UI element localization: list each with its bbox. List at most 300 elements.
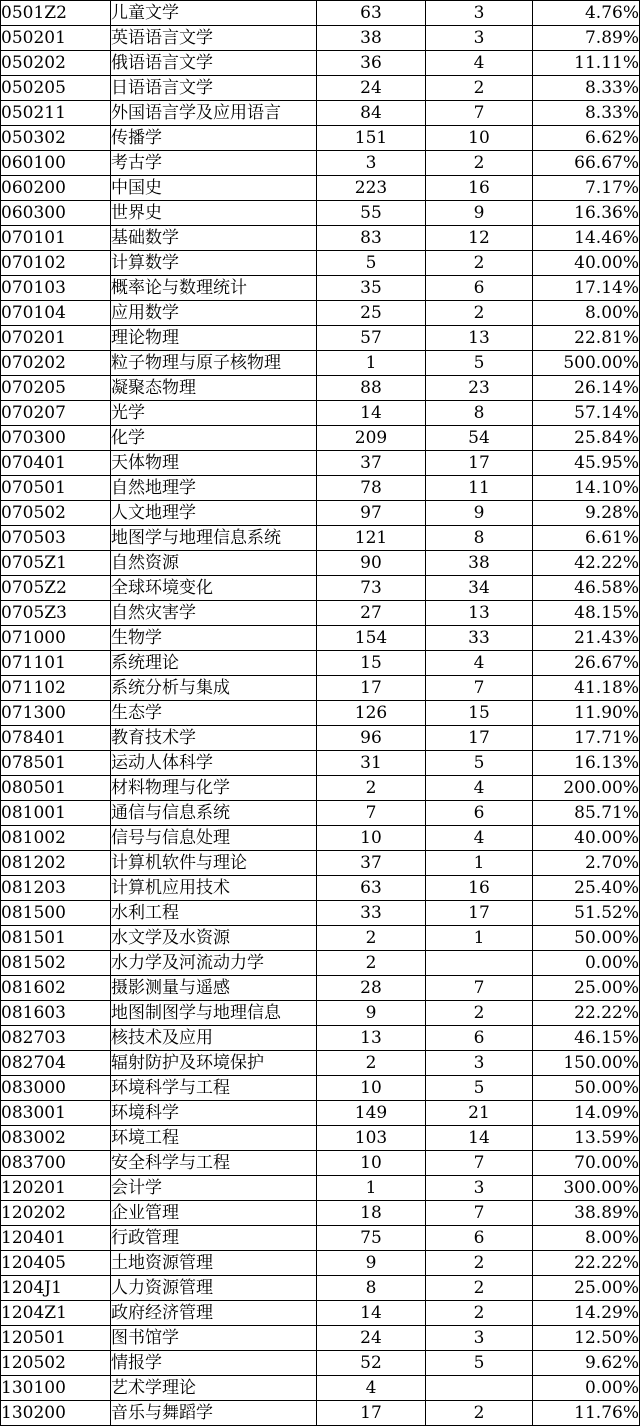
major-code-cell: 050201 — [1, 26, 111, 51]
ratio-cell: 9.28% — [533, 501, 640, 526]
table-row — [1, 1226, 640, 1251]
major-name-cell: 自然灾害学 — [111, 601, 317, 626]
second-count-cell: 2 — [426, 1276, 533, 1301]
ratio-cell: 9.62% — [533, 1351, 640, 1376]
first-count-cell: 149 — [317, 1101, 426, 1126]
major-name-cell: 水力学及河流动力学 — [111, 951, 317, 976]
major-name-cell: 计算数学 — [111, 251, 317, 276]
first-count-cell: 1 — [317, 351, 426, 376]
table-row — [1, 951, 640, 976]
first-count-cell: 96 — [317, 726, 426, 751]
ratio-cell: 42.22% — [533, 551, 640, 576]
table-row — [1, 401, 640, 426]
major-code-cell: 081502 — [1, 951, 111, 976]
major-name-cell: 系统分析与集成 — [111, 676, 317, 701]
table-body — [1, 1, 640, 1426]
first-count-cell: 17 — [317, 676, 426, 701]
major-code-cell: 1204J1 — [1, 1276, 111, 1301]
first-count-cell: 88 — [317, 376, 426, 401]
first-count-cell: 84 — [317, 101, 426, 126]
table-row — [1, 1, 640, 26]
major-name-cell: 艺术学理论 — [111, 1376, 317, 1401]
ratio-cell: 6.61% — [533, 526, 640, 551]
first-count-cell: 2 — [317, 926, 426, 951]
first-count-cell: 9 — [317, 1251, 426, 1276]
major-name-cell: 儿童文学 — [111, 1, 317, 26]
table-row — [1, 426, 640, 451]
major-code-cell: 080501 — [1, 776, 111, 801]
table-row — [1, 801, 640, 826]
major-code-cell: 081002 — [1, 826, 111, 851]
major-code-cell: 083000 — [1, 1076, 111, 1101]
second-count-cell: 3 — [426, 1326, 533, 1351]
second-count-cell: 13 — [426, 326, 533, 351]
first-count-cell: 73 — [317, 576, 426, 601]
ratio-cell: 25.00% — [533, 976, 640, 1001]
ratio-cell: 70.00% — [533, 1151, 640, 1176]
table-row — [1, 476, 640, 501]
table-row — [1, 901, 640, 926]
second-count-cell: 4 — [426, 651, 533, 676]
major-name-cell: 地图学与地理信息系统 — [111, 526, 317, 551]
first-count-cell: 28 — [317, 976, 426, 1001]
second-count-cell: 23 — [426, 376, 533, 401]
ratio-cell: 0.00% — [533, 951, 640, 976]
major-name-cell: 环境工程 — [111, 1126, 317, 1151]
table-row — [1, 576, 640, 601]
second-count-cell: 15 — [426, 701, 533, 726]
ratio-cell: 48.15% — [533, 601, 640, 626]
major-code-cell: 120401 — [1, 1226, 111, 1251]
second-count-cell: 3 — [426, 1051, 533, 1076]
major-name-cell: 材料物理与化学 — [111, 776, 317, 801]
table-row — [1, 176, 640, 201]
table-row — [1, 126, 640, 151]
major-name-cell: 自然资源 — [111, 551, 317, 576]
ratio-cell: 12.50% — [533, 1326, 640, 1351]
second-count-cell: 2 — [426, 151, 533, 176]
major-name-cell: 政府经济管理 — [111, 1301, 317, 1326]
second-count-cell: 8 — [426, 401, 533, 426]
major-name-cell: 核技术及应用 — [111, 1026, 317, 1051]
ratio-cell: 26.14% — [533, 376, 640, 401]
ratio-cell: 300.00% — [533, 1176, 640, 1201]
second-count-cell: 33 — [426, 626, 533, 651]
ratio-cell: 21.43% — [533, 626, 640, 651]
second-count-cell: 4 — [426, 51, 533, 76]
major-code-cell: 081500 — [1, 901, 111, 926]
second-count-cell: 6 — [426, 1026, 533, 1051]
second-count-cell: 9 — [426, 201, 533, 226]
ratio-cell: 41.18% — [533, 676, 640, 701]
major-code-cell: 070503 — [1, 526, 111, 551]
second-count-cell: 5 — [426, 751, 533, 776]
table-row — [1, 1351, 640, 1376]
major-code-cell: 050205 — [1, 76, 111, 101]
major-name-cell: 俄语语言文学 — [111, 51, 317, 76]
first-count-cell: 7 — [317, 801, 426, 826]
major-code-cell: 083002 — [1, 1126, 111, 1151]
table-row — [1, 776, 640, 801]
first-count-cell: 24 — [317, 76, 426, 101]
major-name-cell: 人文地理学 — [111, 501, 317, 526]
first-count-cell: 103 — [317, 1126, 426, 1151]
major-code-cell: 070102 — [1, 251, 111, 276]
ratio-cell: 16.13% — [533, 751, 640, 776]
second-count-cell: 10 — [426, 126, 533, 151]
first-count-cell: 2 — [317, 951, 426, 976]
first-count-cell: 10 — [317, 1076, 426, 1101]
second-count-cell: 14 — [426, 1126, 533, 1151]
major-code-cell: 050211 — [1, 101, 111, 126]
major-name-cell: 凝聚态物理 — [111, 376, 317, 401]
major-code-cell: 082704 — [1, 1051, 111, 1076]
second-count-cell: 16 — [426, 176, 533, 201]
major-code-cell: 060200 — [1, 176, 111, 201]
major-name-cell: 运动人体科学 — [111, 751, 317, 776]
table-row — [1, 1126, 640, 1151]
ratio-cell: 8.00% — [533, 1226, 640, 1251]
table-row — [1, 301, 640, 326]
second-count-cell — [426, 951, 533, 976]
first-count-cell: 90 — [317, 551, 426, 576]
first-count-cell: 223 — [317, 176, 426, 201]
major-code-cell: 0501Z2 — [1, 1, 111, 26]
ratio-cell: 50.00% — [533, 926, 640, 951]
major-code-cell: 071101 — [1, 651, 111, 676]
ratio-cell: 22.22% — [533, 1251, 640, 1276]
second-count-cell: 16 — [426, 876, 533, 901]
first-count-cell: 63 — [317, 1, 426, 26]
major-name-cell: 生物学 — [111, 626, 317, 651]
second-count-cell: 2 — [426, 1251, 533, 1276]
table-row — [1, 526, 640, 551]
major-code-cell: 060100 — [1, 151, 111, 176]
first-count-cell: 18 — [317, 1201, 426, 1226]
table-row — [1, 726, 640, 751]
table-row — [1, 826, 640, 851]
ratio-cell: 22.81% — [533, 326, 640, 351]
second-count-cell: 2 — [426, 301, 533, 326]
table-row — [1, 1176, 640, 1201]
major-code-cell: 081001 — [1, 801, 111, 826]
table-row — [1, 701, 640, 726]
major-code-cell: 130200 — [1, 1401, 111, 1426]
major-name-cell: 考古学 — [111, 151, 317, 176]
major-code-cell: 078401 — [1, 726, 111, 751]
major-name-cell: 系统理论 — [111, 651, 317, 676]
major-code-cell: 070401 — [1, 451, 111, 476]
major-name-cell: 生态学 — [111, 701, 317, 726]
second-count-cell: 5 — [426, 1351, 533, 1376]
table-row — [1, 451, 640, 476]
major-code-cell: 070202 — [1, 351, 111, 376]
major-name-cell: 通信与信息系统 — [111, 801, 317, 826]
table-row — [1, 201, 640, 226]
ratio-cell: 46.15% — [533, 1026, 640, 1051]
table-row — [1, 151, 640, 176]
table-row — [1, 1301, 640, 1326]
major-code-cell: 120201 — [1, 1176, 111, 1201]
second-count-cell: 2 — [426, 1001, 533, 1026]
second-count-cell: 7 — [426, 101, 533, 126]
major-code-cell: 120502 — [1, 1351, 111, 1376]
major-name-cell: 企业管理 — [111, 1201, 317, 1226]
ratio-cell: 85.71% — [533, 801, 640, 826]
first-count-cell: 27 — [317, 601, 426, 626]
ratio-cell: 14.46% — [533, 226, 640, 251]
major-code-cell: 083700 — [1, 1151, 111, 1176]
major-code-cell: 130100 — [1, 1376, 111, 1401]
ratio-cell: 26.67% — [533, 651, 640, 676]
major-name-cell: 环境科学 — [111, 1101, 317, 1126]
major-name-cell: 自然地理学 — [111, 476, 317, 501]
major-code-cell: 120405 — [1, 1251, 111, 1276]
table-row — [1, 376, 640, 401]
table-row — [1, 1151, 640, 1176]
ratio-cell: 8.33% — [533, 101, 640, 126]
ratio-cell: 66.67% — [533, 151, 640, 176]
table-row — [1, 651, 640, 676]
major-name-cell: 安全科学与工程 — [111, 1151, 317, 1176]
table-row — [1, 1001, 640, 1026]
major-code-cell: 081602 — [1, 976, 111, 1001]
ratio-cell: 50.00% — [533, 1076, 640, 1101]
major-code-cell: 070502 — [1, 501, 111, 526]
second-count-cell: 21 — [426, 1101, 533, 1126]
table-row — [1, 26, 640, 51]
ratio-cell: 14.09% — [533, 1101, 640, 1126]
ratio-cell: 11.90% — [533, 701, 640, 726]
ratio-cell: 46.58% — [533, 576, 640, 601]
major-name-cell: 英语语言文学 — [111, 26, 317, 51]
first-count-cell: 35 — [317, 276, 426, 301]
second-count-cell: 38 — [426, 551, 533, 576]
second-count-cell: 4 — [426, 776, 533, 801]
ratio-cell: 25.00% — [533, 1276, 640, 1301]
major-code-cell: 070205 — [1, 376, 111, 401]
second-count-cell: 3 — [426, 26, 533, 51]
first-count-cell: 5 — [317, 251, 426, 276]
first-count-cell: 151 — [317, 126, 426, 151]
second-count-cell: 34 — [426, 576, 533, 601]
second-count-cell: 3 — [426, 1, 533, 26]
major-code-cell: 083001 — [1, 1101, 111, 1126]
second-count-cell: 54 — [426, 426, 533, 451]
ratio-cell: 17.14% — [533, 276, 640, 301]
ratio-cell: 40.00% — [533, 826, 640, 851]
table-row — [1, 876, 640, 901]
ratio-cell: 7.17% — [533, 176, 640, 201]
second-count-cell: 17 — [426, 726, 533, 751]
first-count-cell: 121 — [317, 526, 426, 551]
first-count-cell: 8 — [317, 1276, 426, 1301]
second-count-cell: 3 — [426, 1176, 533, 1201]
ratio-cell: 13.59% — [533, 1126, 640, 1151]
major-code-cell: 078501 — [1, 751, 111, 776]
major-name-cell: 地图制图学与地理信息 — [111, 1001, 317, 1026]
second-count-cell: 1 — [426, 851, 533, 876]
table-row — [1, 976, 640, 1001]
major-name-cell: 天体物理 — [111, 451, 317, 476]
table-row — [1, 1376, 640, 1401]
second-count-cell: 7 — [426, 1201, 533, 1226]
first-count-cell: 14 — [317, 1301, 426, 1326]
first-count-cell: 154 — [317, 626, 426, 651]
major-code-cell: 071300 — [1, 701, 111, 726]
ratio-cell: 40.00% — [533, 251, 640, 276]
major-code-cell: 070104 — [1, 301, 111, 326]
second-count-cell: 6 — [426, 1226, 533, 1251]
first-count-cell: 97 — [317, 501, 426, 526]
major-name-cell: 中国史 — [111, 176, 317, 201]
first-count-cell: 83 — [317, 226, 426, 251]
table-row — [1, 1101, 640, 1126]
ratio-cell: 45.95% — [533, 451, 640, 476]
major-name-cell: 人力资源管理 — [111, 1276, 317, 1301]
major-name-cell: 辐射防护及环境保护 — [111, 1051, 317, 1076]
table-row — [1, 1076, 640, 1101]
first-count-cell: 2 — [317, 776, 426, 801]
table-row — [1, 626, 640, 651]
second-count-cell: 2 — [426, 251, 533, 276]
first-count-cell: 9 — [317, 1001, 426, 1026]
major-name-cell: 教育技术学 — [111, 726, 317, 751]
table-row — [1, 101, 640, 126]
second-count-cell: 9 — [426, 501, 533, 526]
table-row — [1, 676, 640, 701]
first-count-cell: 14 — [317, 401, 426, 426]
table-row — [1, 1051, 640, 1076]
major-code-cell: 120202 — [1, 1201, 111, 1226]
table-row — [1, 226, 640, 251]
table-row — [1, 926, 640, 951]
second-count-cell: 11 — [426, 476, 533, 501]
table-row — [1, 326, 640, 351]
first-count-cell: 78 — [317, 476, 426, 501]
major-name-cell: 化学 — [111, 426, 317, 451]
first-count-cell: 209 — [317, 426, 426, 451]
major-code-cell: 081202 — [1, 851, 111, 876]
ratio-cell: 14.29% — [533, 1301, 640, 1326]
second-count-cell — [426, 1376, 533, 1401]
table-row — [1, 501, 640, 526]
ratio-cell: 0.00% — [533, 1376, 640, 1401]
first-count-cell: 37 — [317, 451, 426, 476]
ratio-cell: 57.14% — [533, 401, 640, 426]
major-code-cell: 0705Z3 — [1, 601, 111, 626]
major-name-cell: 信号与信息处理 — [111, 826, 317, 851]
first-count-cell: 38 — [317, 26, 426, 51]
major-name-cell: 水文学及水资源 — [111, 926, 317, 951]
major-code-cell: 070101 — [1, 226, 111, 251]
ratio-cell: 11.76% — [533, 1401, 640, 1426]
major-code-cell: 081203 — [1, 876, 111, 901]
major-name-cell: 外国语言学及应用语言 — [111, 101, 317, 126]
ratio-cell: 2.70% — [533, 851, 640, 876]
first-count-cell: 10 — [317, 1151, 426, 1176]
table-row — [1, 751, 640, 776]
ratio-cell: 16.36% — [533, 201, 640, 226]
first-count-cell: 52 — [317, 1351, 426, 1376]
ratio-cell: 17.71% — [533, 726, 640, 751]
major-code-cell: 050202 — [1, 51, 111, 76]
ratio-cell: 22.22% — [533, 1001, 640, 1026]
table-row — [1, 1326, 640, 1351]
major-code-cell: 070207 — [1, 401, 111, 426]
major-code-cell: 0705Z1 — [1, 551, 111, 576]
table-row — [1, 1201, 640, 1226]
second-count-cell: 7 — [426, 676, 533, 701]
second-count-cell: 2 — [426, 1401, 533, 1426]
table-row — [1, 601, 640, 626]
major-code-cell: 070501 — [1, 476, 111, 501]
major-name-cell: 日语语言文学 — [111, 76, 317, 101]
first-count-cell: 24 — [317, 1326, 426, 1351]
major-name-cell: 应用数学 — [111, 301, 317, 326]
ratio-cell: 38.89% — [533, 1201, 640, 1226]
major-code-cell: 070201 — [1, 326, 111, 351]
first-count-cell: 10 — [317, 826, 426, 851]
major-code-cell: 082703 — [1, 1026, 111, 1051]
table-row — [1, 51, 640, 76]
second-count-cell: 6 — [426, 276, 533, 301]
second-count-cell: 5 — [426, 351, 533, 376]
major-code-cell: 050302 — [1, 126, 111, 151]
first-count-cell: 2 — [317, 1051, 426, 1076]
major-code-cell: 081501 — [1, 926, 111, 951]
table-row — [1, 1276, 640, 1301]
table-row — [1, 851, 640, 876]
second-count-cell: 5 — [426, 1076, 533, 1101]
ratio-cell: 7.89% — [533, 26, 640, 51]
major-name-cell: 土地资源管理 — [111, 1251, 317, 1276]
ratio-cell: 25.40% — [533, 876, 640, 901]
ratio-cell: 200.00% — [533, 776, 640, 801]
first-count-cell: 36 — [317, 51, 426, 76]
second-count-cell: 4 — [426, 826, 533, 851]
first-count-cell: 13 — [317, 1026, 426, 1051]
first-count-cell: 63 — [317, 876, 426, 901]
major-code-cell: 070103 — [1, 276, 111, 301]
major-code-cell: 0705Z2 — [1, 576, 111, 601]
major-code-cell: 070300 — [1, 426, 111, 451]
major-name-cell: 计算机软件与理论 — [111, 851, 317, 876]
second-count-cell: 17 — [426, 451, 533, 476]
ratio-cell: 4.76% — [533, 1, 640, 26]
table-row — [1, 551, 640, 576]
second-count-cell: 2 — [426, 1301, 533, 1326]
ratio-cell: 150.00% — [533, 1051, 640, 1076]
first-count-cell: 33 — [317, 901, 426, 926]
first-count-cell: 57 — [317, 326, 426, 351]
ratio-cell: 500.00% — [533, 351, 640, 376]
first-count-cell: 75 — [317, 1226, 426, 1251]
second-count-cell: 6 — [426, 801, 533, 826]
table-row — [1, 251, 640, 276]
major-name-cell: 计算机应用技术 — [111, 876, 317, 901]
ratio-cell: 11.11% — [533, 51, 640, 76]
major-code-cell: 120501 — [1, 1326, 111, 1351]
table-row — [1, 76, 640, 101]
ratio-cell: 14.10% — [533, 476, 640, 501]
major-name-cell: 光学 — [111, 401, 317, 426]
first-count-cell: 15 — [317, 651, 426, 676]
second-count-cell: 17 — [426, 901, 533, 926]
second-count-cell: 12 — [426, 226, 533, 251]
major-name-cell: 摄影测量与遥感 — [111, 976, 317, 1001]
major-name-cell: 行政管理 — [111, 1226, 317, 1251]
